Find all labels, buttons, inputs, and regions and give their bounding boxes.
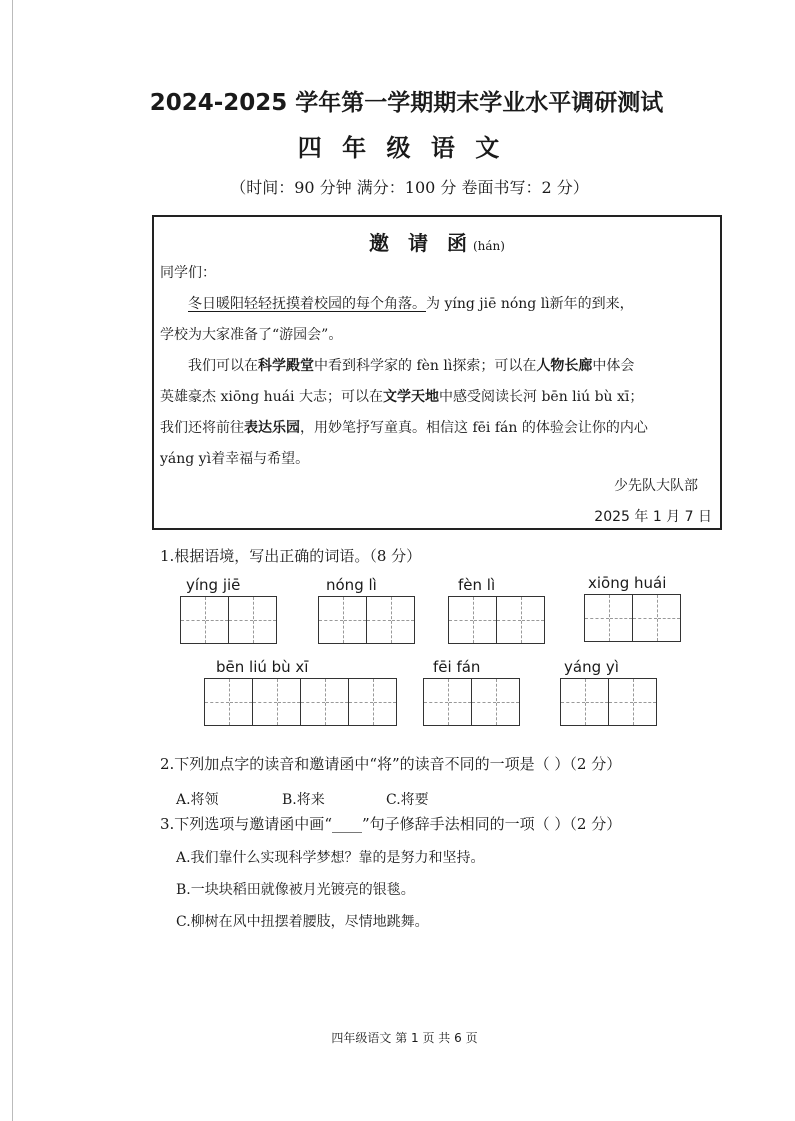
cell-half — [205, 679, 229, 725]
writing-grid[interactable] — [448, 596, 545, 644]
character-cell[interactable] — [608, 679, 656, 725]
character-cell[interactable] — [228, 597, 276, 643]
invitation-line-2: 学校为大家准备了“游园会”。 — [160, 327, 343, 343]
character-cell[interactable] — [424, 679, 471, 725]
underlined-sentence: 冬日暖阳轻轻抚摸着校园的每个角落。 — [188, 296, 426, 312]
pinyin-label: yíng jiē — [186, 576, 241, 594]
cell-half — [448, 679, 472, 725]
line3-part-e: 中体会 — [592, 358, 635, 374]
cell-half — [496, 679, 520, 725]
invitation-line-5 — [160, 418, 648, 438]
cell-half — [472, 679, 496, 725]
question-1-prompt: 1.根据语境，写出正确的词语。（8 分） — [160, 547, 422, 565]
character-cell[interactable] — [496, 597, 544, 643]
cell-half — [561, 679, 585, 725]
question-3-option-c[interactable]: C.柳树在风中扭摆着腰肢，尽情地跳舞。 — [176, 914, 429, 930]
writing-grid[interactable] — [423, 678, 520, 726]
writing-grid[interactable] — [560, 678, 657, 726]
line4-part-a: 英雄豪杰 xiōng huái 大志；可以在 — [160, 389, 383, 405]
pinyin-label: fèn lì — [458, 576, 496, 594]
line3-part-c: 中看到科学家的 fèn lì探索；可以在 — [314, 358, 537, 374]
invitation-box — [152, 215, 722, 530]
cell-half — [367, 597, 391, 643]
character-cell[interactable] — [585, 595, 632, 641]
writing-grid[interactable] — [584, 594, 681, 642]
cell-half — [609, 679, 633, 725]
pinyin-label: yáng yì — [564, 658, 619, 676]
character-cell[interactable] — [632, 595, 680, 641]
question-3-prompt: 3.下列选项与邀请函中画“____”句子修辞手法相同的一项（ ）（2 分） — [160, 815, 622, 833]
line4-bold-literature-world: 文学天地 — [383, 389, 439, 405]
exam-title: 2024-2025 学年第一学期期末学业水平调研测试 — [149, 90, 664, 116]
invitation-line-6: yáng yì着幸福与希望。 — [160, 451, 310, 467]
cell-half — [449, 597, 473, 643]
pinyin-label: xiōng huái — [588, 574, 667, 592]
cell-half — [325, 679, 349, 725]
question-3-option-b[interactable]: B.一块块稻田就像被月光镀亮的银毯。 — [176, 882, 415, 898]
cell-half — [391, 597, 415, 643]
invitation-line-3 — [188, 356, 634, 376]
character-cell[interactable] — [471, 679, 519, 725]
pinyin-label: bēn liú bù xī — [216, 658, 309, 676]
character-cell[interactable] — [252, 679, 300, 725]
invitation-line-1-rest: 为 yíng jiē nóng lì新年的到来， — [426, 296, 634, 312]
question-2-option-c[interactable]: C.将要 — [386, 792, 429, 808]
character-cell[interactable] — [181, 597, 228, 643]
cell-half — [253, 597, 277, 643]
invitation-title — [154, 227, 720, 256]
cell-half — [521, 597, 545, 643]
cell-half — [633, 595, 657, 641]
cell-half — [473, 597, 497, 643]
invitation-date: 2025 年 1 月 7 日 — [594, 509, 712, 525]
character-cell[interactable] — [366, 597, 414, 643]
writing-grid[interactable] — [180, 596, 277, 644]
line5-bold-expression-park: 表达乐园 — [244, 420, 300, 436]
exam-info: （时间：90 分钟 满分：100 分 卷面书写：2 分） — [230, 178, 589, 197]
cell-half — [277, 679, 301, 725]
cell-half — [373, 679, 397, 725]
cell-half — [657, 595, 681, 641]
cell-half — [229, 679, 253, 725]
exam-subtitle: 四 年 级 语 文 — [297, 133, 506, 162]
invitation-title-text: 邀 请 函 — [369, 231, 473, 255]
invitation-line-1 — [188, 294, 634, 314]
invitation-greeting: 同学们： — [160, 265, 216, 281]
writing-grid[interactable] — [318, 596, 415, 644]
cell-half — [585, 595, 609, 641]
line3-bold-hero-corridor: 人物长廊 — [536, 358, 593, 374]
cell-half — [181, 597, 205, 643]
invitation-title-pinyin: (hán) — [472, 239, 505, 253]
cell-half — [609, 595, 633, 641]
question-2-option-b[interactable]: B.将来 — [282, 792, 325, 808]
character-cell[interactable] — [205, 679, 252, 725]
character-cell[interactable] — [348, 679, 396, 725]
question-3-option-a[interactable]: A.我们靠什么实现科学梦想？靠的是努力和坚持。 — [176, 850, 485, 866]
cell-half — [585, 679, 609, 725]
character-cell[interactable] — [319, 597, 366, 643]
writing-grid[interactable] — [204, 678, 397, 726]
cell-half — [301, 679, 325, 725]
cell-half — [497, 597, 521, 643]
line5-part-a: 我们还将前往 — [160, 420, 244, 436]
question-2-option-a[interactable]: A.将领 — [176, 792, 219, 808]
cell-half — [349, 679, 373, 725]
line3-part-a: 我们可以在 — [188, 358, 258, 374]
cell-half — [424, 679, 448, 725]
pinyin-label: fēi fán — [433, 658, 481, 676]
invitation-line-4 — [160, 387, 643, 407]
cell-half — [253, 679, 277, 725]
cell-half — [633, 679, 657, 725]
page-footer: 四年级语文 第 1 页 共 6 页 — [331, 1031, 478, 1045]
cell-half — [229, 597, 253, 643]
cell-half — [343, 597, 367, 643]
cell-half — [205, 597, 229, 643]
invitation-signature: 少先队大队部 — [614, 478, 698, 494]
line3-bold-science-hall: 科学殿堂 — [258, 358, 314, 374]
line4-part-c: 中感受阅读长河 bēn liú bù xī； — [439, 389, 644, 405]
line5-part-c: ，用妙笔抒写童真。相信这 fēi fán 的体验会让你的内心 — [300, 420, 648, 436]
cell-half — [319, 597, 343, 643]
character-cell[interactable] — [300, 679, 348, 725]
question-2-prompt: 2.下列加点字的读音和邀请函中“将”的读音不同的一项是（ ）（2 分） — [160, 755, 622, 773]
character-cell[interactable] — [449, 597, 496, 643]
pinyin-label: nóng lì — [326, 576, 377, 594]
scan-edge-line — [12, 0, 13, 1121]
character-cell[interactable] — [561, 679, 608, 725]
